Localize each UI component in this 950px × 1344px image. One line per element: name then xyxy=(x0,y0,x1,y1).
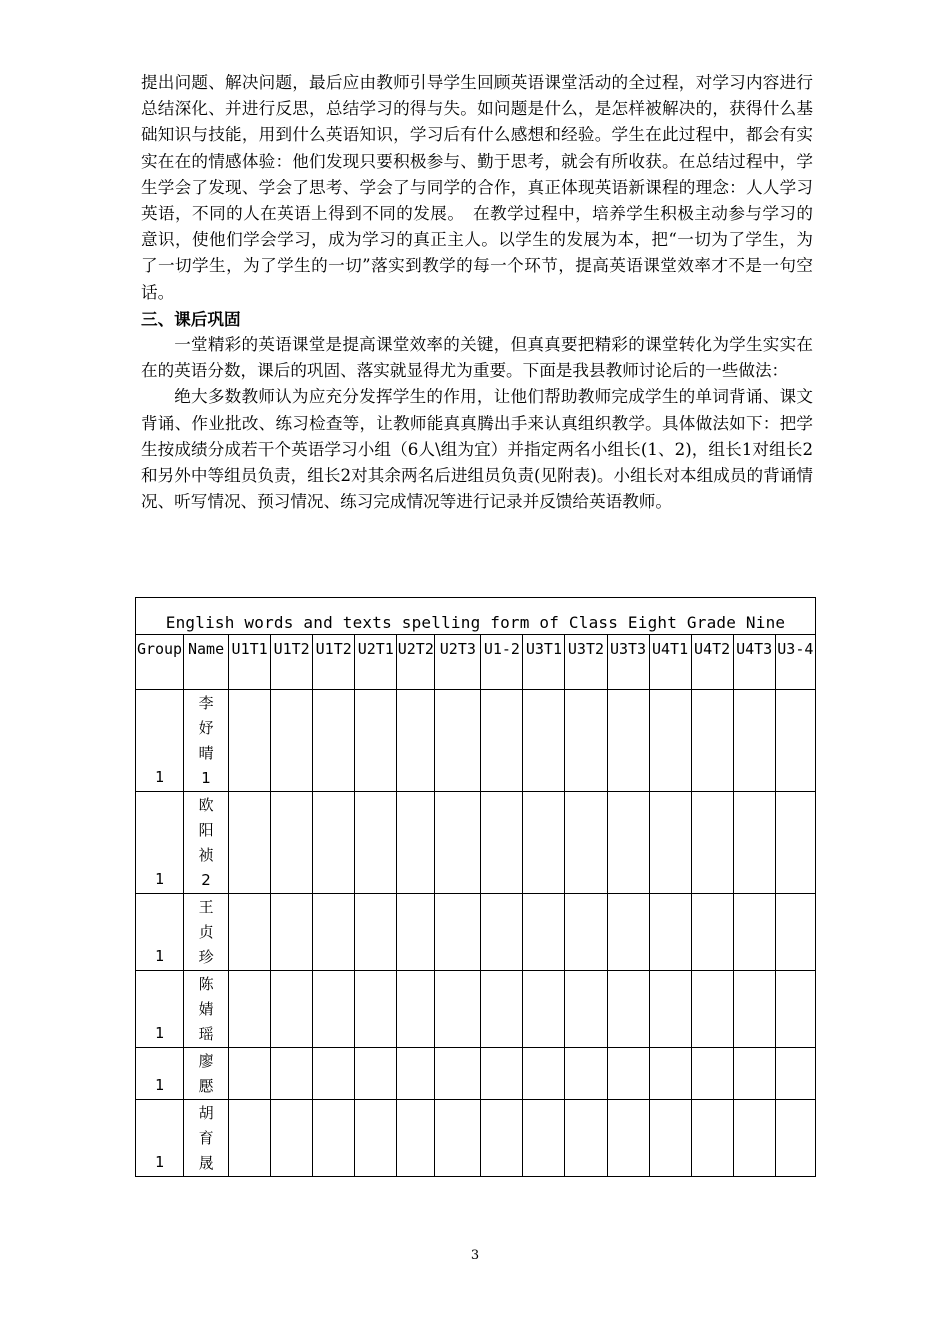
score-cell[interactable] xyxy=(607,1048,649,1100)
score-cell[interactable] xyxy=(397,1048,435,1100)
score-cell[interactable] xyxy=(397,792,435,894)
header-u3-4: U3-4 xyxy=(775,635,815,690)
paragraph-method: 绝大多数教师认为应充分发挥学生的作用，让他们帮助教师完成学生的单词背诵、课文背诵、作业批改、练习检查等，让教师能真真腾出手来认真组织教学。具体做法如下：把学生按成绩分成若干个英语学习小组（6人\组为宜）并指定两名小组长(1、2)，组长1对组长2和另外中等组员负责，组长2对其余两名后进组员负责(见附表)。小组长对本组成员的背诵情况、听写情况、预习情况、练习完成情况等进行记录并反馈给英语教师。 xyxy=(141,387,813,512)
score-cell[interactable] xyxy=(271,1048,313,1100)
score-cell[interactable] xyxy=(649,792,691,894)
score-cell[interactable] xyxy=(565,1048,607,1100)
score-cell[interactable] xyxy=(229,792,271,894)
score-cell[interactable] xyxy=(523,1048,565,1100)
score-cell[interactable] xyxy=(565,792,607,894)
score-cell[interactable] xyxy=(313,1048,355,1100)
header-u1t2-b: U1T2 xyxy=(313,635,355,690)
spelling-form-table xyxy=(135,597,816,1177)
score-cell[interactable] xyxy=(733,690,775,792)
score-cell[interactable] xyxy=(229,690,271,792)
score-cell[interactable] xyxy=(733,1048,775,1100)
score-cell[interactable] xyxy=(271,1100,313,1177)
name-cell: 陈婧瑶 xyxy=(184,971,229,1048)
score-cell[interactable] xyxy=(313,690,355,792)
score-cell[interactable] xyxy=(435,1048,481,1100)
header-u3t3: U3T3 xyxy=(607,635,649,690)
header-row xyxy=(136,635,816,690)
score-cell[interactable] xyxy=(313,894,355,971)
score-cell[interactable] xyxy=(397,1100,435,1177)
table-title: English words and texts spelling form of Class Eight Grade Nine xyxy=(136,598,816,635)
score-cell[interactable] xyxy=(481,1048,523,1100)
table-row xyxy=(136,1100,816,1177)
table-row xyxy=(136,971,816,1048)
score-cell[interactable] xyxy=(355,1100,397,1177)
score-cell[interactable] xyxy=(775,1100,815,1177)
group-cell: 1 xyxy=(136,690,184,792)
score-cell[interactable] xyxy=(229,971,271,1048)
score-cell[interactable] xyxy=(607,894,649,971)
score-cell[interactable] xyxy=(481,792,523,894)
score-cell[interactable] xyxy=(271,792,313,894)
score-cell[interactable] xyxy=(523,792,565,894)
table-row xyxy=(136,1048,816,1100)
score-cell[interactable] xyxy=(733,792,775,894)
table-row xyxy=(136,690,816,792)
score-cell[interactable] xyxy=(355,894,397,971)
score-cell[interactable] xyxy=(397,971,435,1048)
score-cell[interactable] xyxy=(355,690,397,792)
section-heading: 三、课后巩固 xyxy=(141,308,241,329)
score-cell[interactable] xyxy=(435,971,481,1048)
score-cell[interactable] xyxy=(523,1100,565,1177)
score-cell[interactable] xyxy=(733,1100,775,1177)
score-cell[interactable] xyxy=(649,1048,691,1100)
score-cell[interactable] xyxy=(435,792,481,894)
score-cell[interactable] xyxy=(435,1100,481,1177)
score-cell[interactable] xyxy=(691,690,733,792)
score-cell[interactable] xyxy=(565,971,607,1048)
body-text xyxy=(141,70,813,515)
name-cell: 胡育晟 xyxy=(184,1100,229,1177)
score-cell[interactable] xyxy=(355,1048,397,1100)
score-cell[interactable] xyxy=(691,894,733,971)
score-cell[interactable] xyxy=(607,690,649,792)
score-cell[interactable] xyxy=(691,1048,733,1100)
score-cell[interactable] xyxy=(565,1100,607,1177)
score-cell[interactable] xyxy=(607,1100,649,1177)
name-cell: 李妤晴1 xyxy=(184,690,229,792)
header-u3t2: U3T2 xyxy=(565,635,607,690)
score-cell[interactable] xyxy=(523,971,565,1048)
score-cell[interactable] xyxy=(313,792,355,894)
header-u2t1: U2T1 xyxy=(355,635,397,690)
score-cell[interactable] xyxy=(229,1048,271,1100)
score-cell[interactable] xyxy=(565,894,607,971)
table-row xyxy=(136,792,816,894)
header-u1t2: U1T2 xyxy=(271,635,313,690)
page-number: 3 xyxy=(470,1248,480,1263)
score-cell[interactable] xyxy=(733,894,775,971)
group-cell: 1 xyxy=(136,792,184,894)
header-u1-2: U1-2 xyxy=(481,635,523,690)
score-cell[interactable] xyxy=(435,894,481,971)
header-u3t1: U3T1 xyxy=(523,635,565,690)
paragraph-summary: 提出问题、解决问题，最后应由教师引导学生回顾英语课堂活动的全过程，对学习内容进行总结深化、并进行反思，总结学习的得与失。如问题是什么，是怎样被解决的，获得什么基础知识与技能，用到什么英语知识，学习后有什么感想和经验。学生在此过程中，都会有实实在在的情感体验：他们发现只要积极参与、勤于思考，就会有所收获。在总结过程中，学生学会了发现、学会了思考、学会了与同学的合作，真正体现英语新课程的理念：人人学习英语，不同的人在英语上得到不同的发展。 在教学过程中，培养学生积极主动参与学习的意识，使他们学会学习，成为学习的真正主人。以学生的发展为本，把“一切为了学生，为了一切学生，为了学生的一切”落实到教学的每一个环节，提高英语课堂效率才不是一句空话。 xyxy=(141,73,813,302)
score-cell[interactable] xyxy=(649,1100,691,1177)
header-name: Name xyxy=(184,635,229,690)
score-cell[interactable] xyxy=(229,1100,271,1177)
paragraph-consolidation: 一堂精彩的英语课堂是提高课堂效率的关键，但真真要把精彩的课堂转化为学生实实在在的英语分数，课后的巩固、落实就显得尤为重要。下面是我县教师讨论后的一些做法： xyxy=(141,335,813,381)
score-cell[interactable] xyxy=(775,690,815,792)
score-cell[interactable] xyxy=(523,690,565,792)
header-u4t3: U4T3 xyxy=(733,635,775,690)
group-cell: 1 xyxy=(136,1100,184,1177)
score-cell[interactable] xyxy=(775,792,815,894)
score-cell[interactable] xyxy=(271,971,313,1048)
score-cell[interactable] xyxy=(397,690,435,792)
score-cell[interactable] xyxy=(355,792,397,894)
score-cell[interactable] xyxy=(271,690,313,792)
score-cell[interactable] xyxy=(313,971,355,1048)
score-cell[interactable] xyxy=(229,894,271,971)
name-cell: 欧阳祯2 xyxy=(184,792,229,894)
score-cell[interactable] xyxy=(271,894,313,971)
table-row xyxy=(136,894,816,971)
score-cell[interactable] xyxy=(775,971,815,1048)
header-u2t3: U2T3 xyxy=(435,635,481,690)
header-u2t2: U2T2 xyxy=(397,635,435,690)
header-u4t2: U4T2 xyxy=(691,635,733,690)
score-cell[interactable] xyxy=(523,894,565,971)
score-cell[interactable] xyxy=(435,690,481,792)
score-cell[interactable] xyxy=(775,894,815,971)
score-cell[interactable] xyxy=(481,690,523,792)
group-cell: 1 xyxy=(136,971,184,1048)
header-u4t1: U4T1 xyxy=(649,635,691,690)
score-cell[interactable] xyxy=(565,690,607,792)
header-u1t1: U1T1 xyxy=(229,635,271,690)
score-cell[interactable] xyxy=(691,792,733,894)
header-group: Group xyxy=(136,635,184,690)
score-cell[interactable] xyxy=(481,1100,523,1177)
score-cell[interactable] xyxy=(313,1100,355,1177)
score-cell[interactable] xyxy=(691,1100,733,1177)
score-cell[interactable] xyxy=(733,971,775,1048)
score-cell[interactable] xyxy=(397,894,435,971)
score-cell[interactable] xyxy=(607,792,649,894)
score-cell[interactable] xyxy=(775,1048,815,1100)
score-cell[interactable] xyxy=(691,971,733,1048)
score-cell[interactable] xyxy=(649,894,691,971)
score-cell[interactable] xyxy=(649,971,691,1048)
group-cell: 1 xyxy=(136,1048,184,1100)
group-cell: 1 xyxy=(136,894,184,971)
score-cell[interactable] xyxy=(649,690,691,792)
name-cell: 廖懕 xyxy=(184,1048,229,1100)
score-cell[interactable] xyxy=(355,971,397,1048)
score-cell[interactable] xyxy=(607,971,649,1048)
name-cell: 王贞珍 xyxy=(184,894,229,971)
score-cell[interactable] xyxy=(481,971,523,1048)
score-cell[interactable] xyxy=(481,894,523,971)
